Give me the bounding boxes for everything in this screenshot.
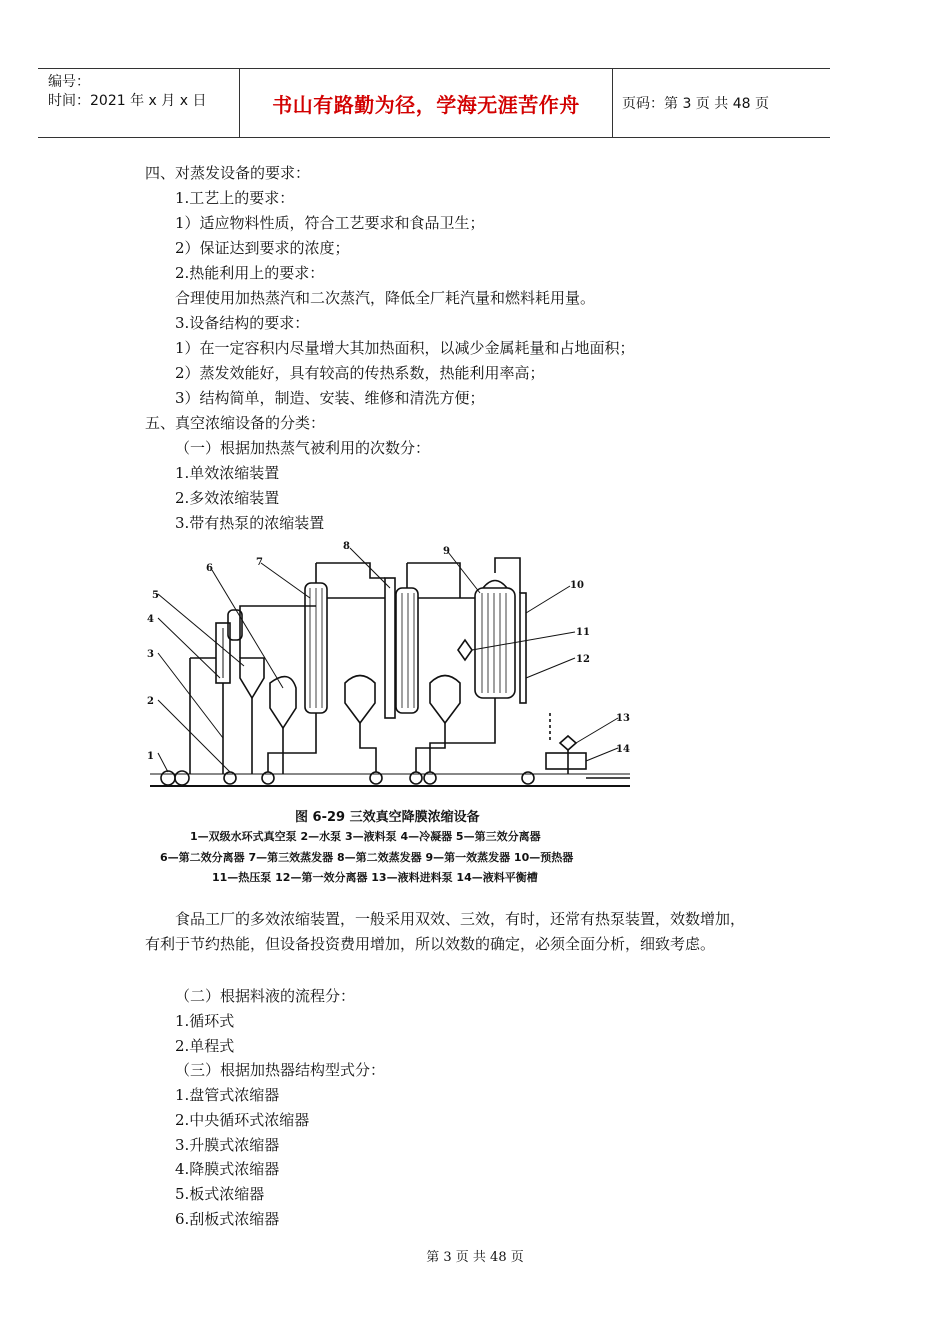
text-line: 3.带有热泵的浓缩装置 [175, 514, 325, 532]
figure-legend-line: 11—热压泵 12—第一效分离器 13—液料进料泵 14—液料平衡槽 [212, 871, 538, 884]
text-line: 2.单程式 [175, 1037, 235, 1055]
figure-legend-line: 1—双级水环式真空泵 2—水泵 3—液料泵 4—冷凝器 5—第三效分离器 [190, 830, 541, 843]
diagram-label: 8 [343, 541, 350, 552]
text-line: 2.中央循环式浓缩器 [175, 1111, 310, 1129]
header-page-info: 页码：第 3 页 共 48 页 [622, 96, 769, 112]
diagram-label: 1 [147, 751, 154, 762]
text-line: 1）在一定容积内尽量增大其加热面积，以减少金属耗量和占地面积； [175, 339, 635, 357]
diagram-label: 9 [443, 546, 450, 557]
header-date: 时间：2021 年 x 月 x 日 [48, 93, 207, 109]
diagram-label: 5 [152, 590, 159, 601]
text-line: 3.升膜式浓缩器 [175, 1136, 280, 1154]
text-line: （二）根据料液的流程分： [175, 987, 356, 1005]
text-line: 1）适应物料性质，符合工艺要求和食品卫生； [175, 214, 485, 232]
body-paragraph: 食品工厂的多效浓缩装置，一般采用双效、三效，有时，还常有热泵装置，效数增加，有利于节约热能，但设备投资费用增加，所以效数的确定，必须全面分析，细致考虑。 [145, 910, 746, 953]
text-line: 4.降膜式浓缩器 [175, 1160, 280, 1178]
text-line: 6.刮板式浓缩器 [175, 1210, 280, 1228]
page-footer: 第 3 页 共 48 页 [426, 1250, 524, 1265]
diagram-label: 13 [616, 713, 630, 724]
evaporator-diagram [140, 538, 640, 798]
text-line: 2.多效浓缩装置 [175, 489, 280, 507]
text-line: 3.设备结构的要求： [175, 314, 310, 332]
text-line: 2）保证达到要求的浓度； [175, 239, 350, 257]
diagram-label: 3 [147, 649, 154, 660]
figure-legend-line: 6—第二效分离器 7—第三效蒸发器 8—第二效蒸发器 9—第一效蒸发器 10—预热器 [160, 851, 574, 864]
header-motto: 书山有路勤为径，学海无涯苦作舟 [240, 69, 613, 137]
diagram-label: 4 [147, 614, 154, 625]
header-number-label: 编号： [48, 74, 90, 90]
text-line: 3）结构简单，制造、安装、维修和清洗方便； [175, 389, 485, 407]
section-heading-4: 四、对蒸发设备的要求： [145, 164, 311, 182]
diagram-label: 6 [206, 563, 213, 574]
text-line: 1.盘管式浓缩器 [175, 1086, 280, 1104]
text-line: （三）根据加热器结构型式分： [175, 1061, 386, 1079]
section-heading-5: 五、真空浓缩设备的分类： [145, 414, 326, 432]
diagram-label: 12 [576, 654, 590, 665]
text-line: 1.工艺上的要求： [175, 189, 295, 207]
text-line: 2.热能利用上的要求： [175, 264, 325, 282]
diagram-label: 14 [616, 744, 630, 755]
diagram-label: 7 [256, 557, 263, 568]
diagram-label: 11 [576, 627, 590, 638]
text-line: 合理使用加热蒸汽和二次蒸汽，降低全厂耗汽量和燃料耗用量。 [175, 289, 596, 307]
text-line: （一）根据加热蒸气被利用的次数分： [175, 439, 431, 457]
page-header [38, 68, 830, 138]
text-line: 2）蒸发效能好，具有较高的传热系数，热能利用率高； [175, 364, 545, 382]
text-line: 5.板式浓缩器 [175, 1185, 265, 1203]
diagram-label: 2 [147, 696, 154, 707]
header-meta [38, 69, 240, 137]
diagram-label: 10 [570, 580, 584, 591]
text-line: 1.循环式 [175, 1012, 235, 1030]
figure-title: 图 6-29 三效真空降膜浓缩设备 [295, 810, 480, 825]
text-line: 1.单效浓缩装置 [175, 464, 280, 482]
